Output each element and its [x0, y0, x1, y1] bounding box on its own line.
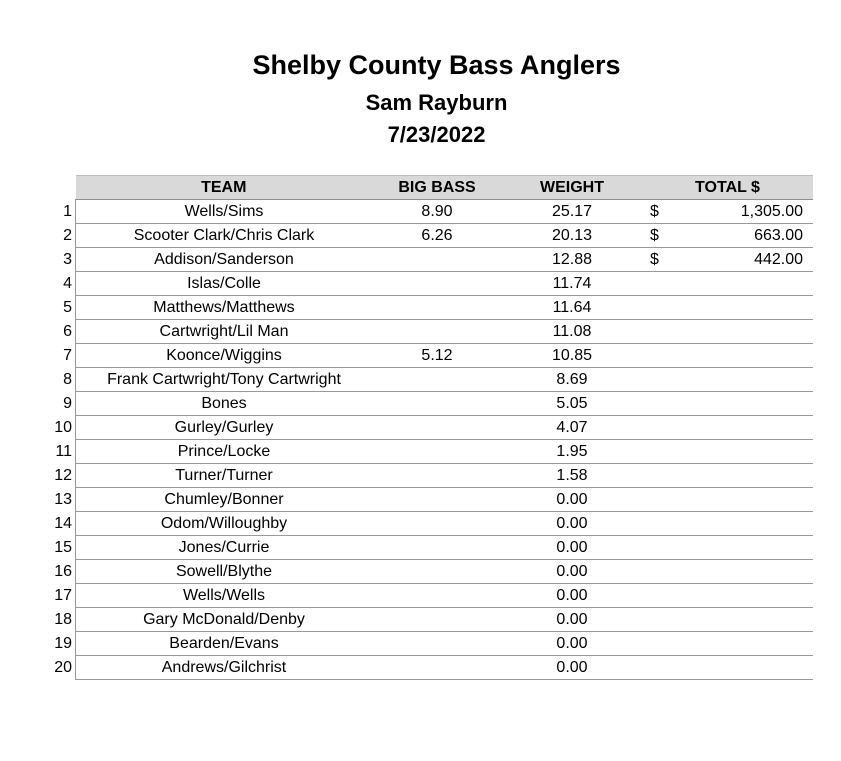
rank-cell: 7 [44, 344, 76, 368]
rank-cell: 9 [44, 392, 76, 416]
team-cell: Wells/Wells [76, 584, 373, 608]
currency-symbol-cell [642, 632, 686, 656]
team-cell: Addison/Sanderson [76, 248, 373, 272]
table-row [44, 320, 813, 344]
big-bass-cell [372, 392, 502, 416]
team-cell: Andrews/Gilchrist [76, 656, 373, 680]
big-bass-cell [372, 632, 502, 656]
team-cell: Sowell/Blythe [76, 560, 373, 584]
team-cell: Gurley/Gurley [76, 416, 373, 440]
rank-cell: 17 [44, 584, 76, 608]
currency-symbol-cell [642, 344, 686, 368]
weight-cell: 0.00 [502, 512, 642, 536]
team-cell: Wells/Sims [76, 200, 373, 224]
big-bass-cell [372, 272, 502, 296]
rank-cell: 18 [44, 608, 76, 632]
table-row [44, 464, 813, 488]
rank-cell: 1 [44, 200, 76, 224]
currency-symbol-cell [642, 464, 686, 488]
table-row [44, 344, 813, 368]
weight-cell: 11.64 [502, 296, 642, 320]
total-cell [686, 488, 813, 512]
rank-cell: 6 [44, 320, 76, 344]
big-bass-cell [372, 656, 502, 680]
weight-cell: 0.00 [502, 608, 642, 632]
currency-symbol-cell [642, 416, 686, 440]
weight-cell: 11.74 [502, 272, 642, 296]
weight-cell: 20.13 [502, 224, 642, 248]
weight-cell: 0.00 [502, 488, 642, 512]
big-bass-cell [372, 584, 502, 608]
team-cell: Prince/Locke [76, 440, 373, 464]
rank-cell: 5 [44, 296, 76, 320]
total-cell [686, 584, 813, 608]
weight-cell: 0.00 [502, 632, 642, 656]
big-bass-cell [372, 464, 502, 488]
table-row [44, 200, 813, 224]
weight-cell: 0.00 [502, 656, 642, 680]
table-row [44, 272, 813, 296]
table-row [44, 416, 813, 440]
team-cell: Chumley/Bonner [76, 488, 373, 512]
big-bass-cell [372, 560, 502, 584]
weight-cell: 12.88 [502, 248, 642, 272]
big-bass-cell [372, 416, 502, 440]
big-bass-cell [372, 440, 502, 464]
team-cell: Cartwright/Lil Man [76, 320, 373, 344]
weight-cell: 1.95 [502, 440, 642, 464]
currency-symbol-cell [642, 320, 686, 344]
results-table-header [44, 176, 813, 200]
rank-cell: 15 [44, 536, 76, 560]
currency-symbol-cell [642, 584, 686, 608]
total-cell [686, 440, 813, 464]
rank-cell: 12 [44, 464, 76, 488]
rank-column-header [44, 176, 76, 200]
table-row [44, 392, 813, 416]
currency-symbol-cell [642, 512, 686, 536]
header-row [44, 176, 813, 200]
table-row [44, 248, 813, 272]
total-cell [686, 464, 813, 488]
rank-cell: 3 [44, 248, 76, 272]
big-bass-cell: 8.90 [372, 200, 502, 224]
rank-cell: 10 [44, 416, 76, 440]
team-cell: Matthews/Matthews [76, 296, 373, 320]
big-bass-cell [372, 368, 502, 392]
currency-symbol-cell [642, 560, 686, 584]
currency-symbol-cell: $ [642, 248, 686, 272]
big-bass-cell: 5.12 [372, 344, 502, 368]
table-row [44, 560, 813, 584]
rank-cell: 16 [44, 560, 76, 584]
currency-symbol-cell [642, 392, 686, 416]
total-column-header: TOTAL $ [642, 176, 813, 200]
results-table [44, 175, 813, 680]
currency-symbol-cell: $ [642, 200, 686, 224]
weight-cell: 4.07 [502, 416, 642, 440]
currency-symbol-cell [642, 272, 686, 296]
total-cell [686, 272, 813, 296]
table-row [44, 656, 813, 680]
team-cell: Bones [76, 392, 373, 416]
team-cell: Odom/Willoughby [76, 512, 373, 536]
team-cell: Jones/Currie [76, 536, 373, 560]
team-cell: Frank Cartwright/Tony Cartwright [76, 368, 373, 392]
team-column-header: TEAM [76, 176, 373, 200]
currency-symbol-cell [642, 296, 686, 320]
table-row [44, 632, 813, 656]
total-cell [686, 344, 813, 368]
total-cell [686, 608, 813, 632]
big-bass-cell [372, 320, 502, 344]
total-cell [686, 392, 813, 416]
big-bass-cell [372, 488, 502, 512]
currency-symbol-cell: $ [642, 224, 686, 248]
table-row [44, 224, 813, 248]
weight-cell: 8.69 [502, 368, 642, 392]
page-title: Shelby County Bass Anglers [252, 50, 621, 80]
team-cell: Turner/Turner [76, 464, 373, 488]
rank-cell: 14 [44, 512, 76, 536]
total-cell: 663.00 [686, 224, 813, 248]
total-cell: 442.00 [686, 248, 813, 272]
rank-cell: 2 [44, 224, 76, 248]
rank-cell: 13 [44, 488, 76, 512]
weight-cell: 10.85 [502, 344, 642, 368]
weight-cell: 0.00 [502, 560, 642, 584]
weight-column-header: WEIGHT [502, 176, 642, 200]
total-cell [686, 536, 813, 560]
rank-cell: 20 [44, 656, 76, 680]
big-bass-cell [372, 536, 502, 560]
weight-cell: 1.58 [502, 464, 642, 488]
weight-cell: 11.08 [502, 320, 642, 344]
currency-symbol-cell [642, 536, 686, 560]
team-cell: Bearden/Evans [76, 632, 373, 656]
team-cell: Koonce/Wiggins [76, 344, 373, 368]
table-row [44, 608, 813, 632]
results-table-body [44, 200, 813, 680]
currency-symbol-cell [642, 656, 686, 680]
big-bass-cell: 6.26 [372, 224, 502, 248]
total-cell [686, 368, 813, 392]
currency-symbol-cell [642, 368, 686, 392]
table-row [44, 368, 813, 392]
rank-cell: 11 [44, 440, 76, 464]
currency-symbol-cell [642, 608, 686, 632]
big-bass-cell [372, 248, 502, 272]
rank-cell: 4 [44, 272, 76, 296]
table-row [44, 296, 813, 320]
total-cell [686, 560, 813, 584]
weight-cell: 0.00 [502, 584, 642, 608]
rank-cell: 19 [44, 632, 76, 656]
currency-symbol-cell [642, 488, 686, 512]
weight-cell: 5.05 [502, 392, 642, 416]
table-row [44, 512, 813, 536]
total-cell [686, 632, 813, 656]
team-cell: Scooter Clark/Chris Clark [76, 224, 373, 248]
total-cell [686, 512, 813, 536]
table-row [44, 584, 813, 608]
table-row [44, 536, 813, 560]
table-row [44, 440, 813, 464]
weight-cell: 25.17 [502, 200, 642, 224]
total-cell: 1,305.00 [686, 200, 813, 224]
weight-cell: 0.00 [502, 536, 642, 560]
currency-symbol-cell [642, 440, 686, 464]
total-cell [686, 416, 813, 440]
big-bass-cell [372, 512, 502, 536]
event-date: 7/23/2022 [387, 122, 486, 147]
total-cell [686, 296, 813, 320]
big-bass-cell [372, 296, 502, 320]
big-bass-cell [372, 608, 502, 632]
total-cell [686, 320, 813, 344]
event-location: Sam Rayburn [365, 90, 508, 115]
rank-cell: 8 [44, 368, 76, 392]
team-cell: Islas/Colle [76, 272, 373, 296]
total-cell [686, 656, 813, 680]
table-row [44, 488, 813, 512]
team-cell: Gary McDonald/Denby [76, 608, 373, 632]
big-bass-column-header: BIG BASS [372, 176, 502, 200]
